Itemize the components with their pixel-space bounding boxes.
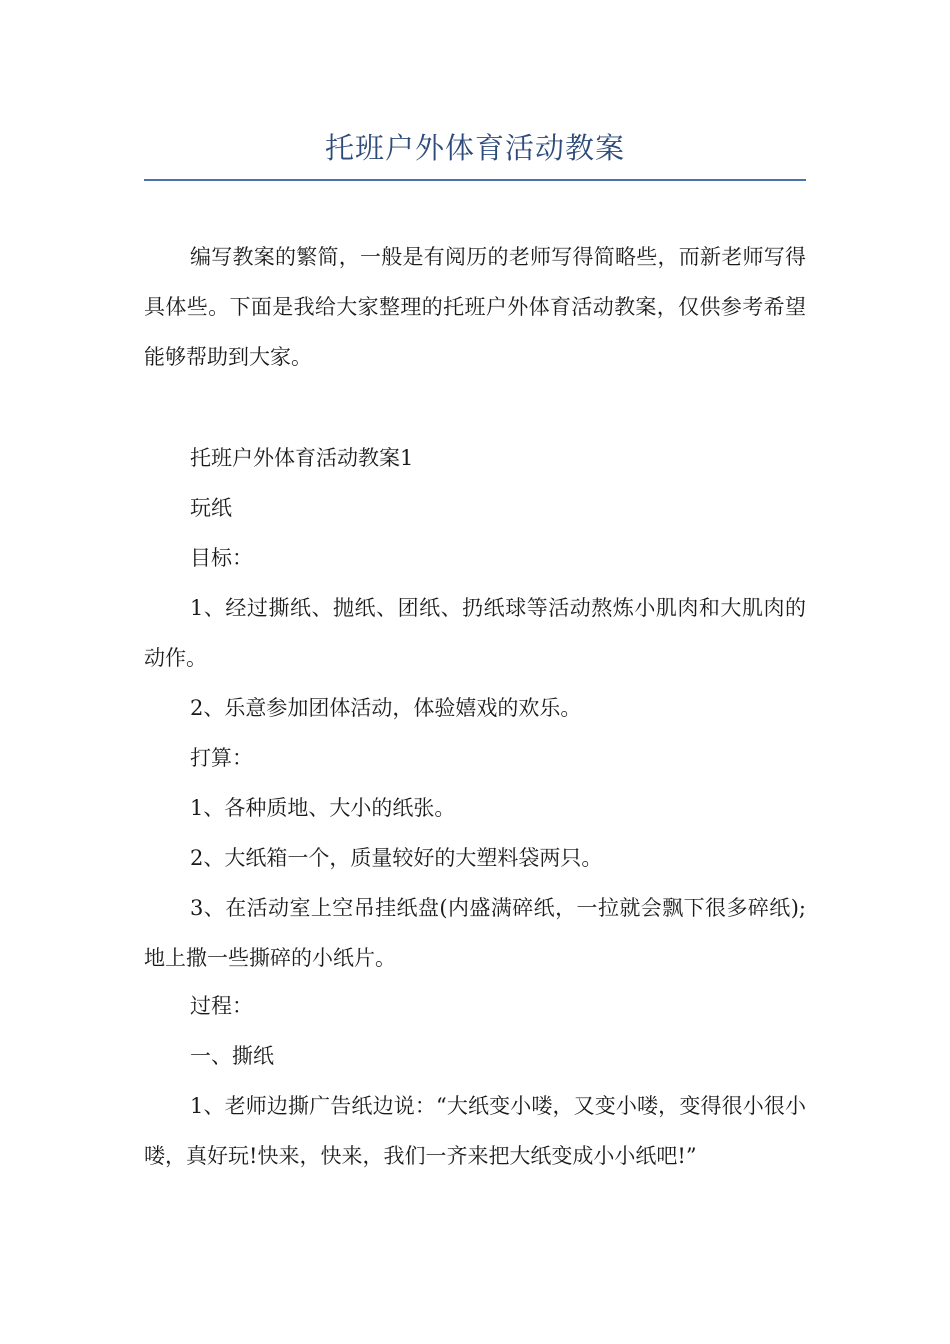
preparation-heading: 打算： <box>190 746 253 770</box>
preparation-item-2: 2、大纸箱一个，质量较好的大塑料袋两只。 <box>190 846 603 870</box>
process-step-item-1: 1、老师边撕广告纸边说：“大纸变小喽，又变小喽，变得很小很小喽，真好玩!快来，快来，我们一齐来把大纸变成小小纸吧!” <box>144 1094 806 1168</box>
process-step-heading: 一、撕纸 <box>190 1044 274 1068</box>
title-underline <box>144 179 806 181</box>
goals-heading: 目标： <box>190 546 253 570</box>
goal-item-1: 1、经过撕纸、抛纸、团纸、扔纸球等活动熬炼小肌肉和大肌肉的动作。 <box>144 596 806 670</box>
preparation-item-3: 3、在活动室上空吊挂纸盘(内盛满碎纸，一拉就会飘下很多碎纸);地上撒一些撕碎的小纸片。 <box>144 896 806 970</box>
intro-paragraph: 编写教案的繁简，一般是有阅历的老师写得简略些，而新老师写得具体些。下面是我给大家整理的托班户外体育活动教案，仅供参考希望能够帮助到大家。 <box>144 245 806 369</box>
section-heading: 托班户外体育活动教案1 <box>190 446 414 470</box>
document-title: 托班户外体育活动教案 <box>324 131 625 165</box>
goal-item-2: 2、乐意参加团体活动，体验嬉戏的欢乐。 <box>190 696 582 720</box>
preparation-item-1: 1、各种质地、大小的纸张。 <box>190 796 456 820</box>
process-heading: 过程： <box>190 994 253 1018</box>
activity-name: 玩纸 <box>190 496 232 520</box>
